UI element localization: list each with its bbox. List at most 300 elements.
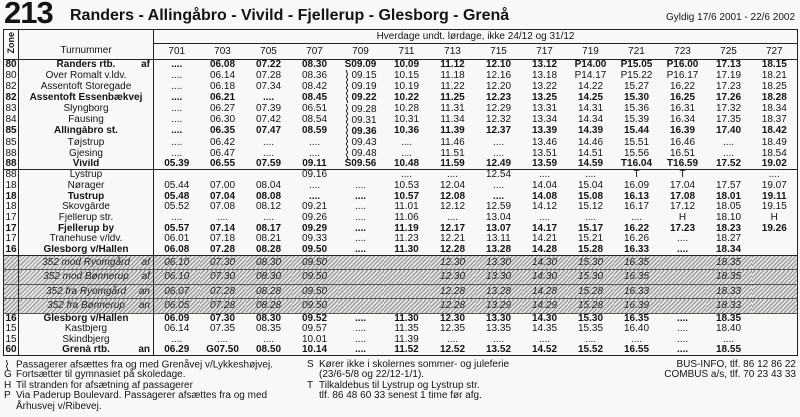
time-value: 13.12 — [531, 59, 558, 71]
time-value: 11.59 — [440, 159, 465, 170]
time-value: 13.29 — [485, 300, 512, 312]
departure-time — [292, 234, 338, 245]
departure-time — [476, 270, 522, 285]
time-value: 09.26 — [301, 212, 328, 223]
time-value: 12.12 — [439, 201, 466, 213]
time-value: 13.39 — [531, 125, 558, 137]
time-value: 10.01 — [301, 334, 328, 345]
departure-time — [338, 284, 384, 299]
time-value: 05.44 — [164, 180, 190, 191]
departure-time — [476, 223, 522, 234]
time-value: 15.30 — [623, 92, 650, 103]
footnote-text: Fortsætter til gymnasiet på skoledage. — [16, 369, 186, 381]
departure-time — [292, 115, 338, 126]
timetable-row — [4, 213, 798, 224]
departure-time — [476, 334, 522, 345]
departure-time — [660, 81, 706, 92]
departure-time — [384, 126, 430, 137]
time-value: 12.35 — [439, 323, 466, 335]
departure-time — [614, 202, 660, 213]
departure-time — [430, 181, 476, 192]
time-value: 08.28 — [255, 285, 282, 297]
route-title: Randers - Allingåbro - Vivild - Fjellerup - Glesborg - Grenå — [70, 7, 510, 24]
departure-time — [338, 299, 384, 314]
time-value: 06.09 — [164, 313, 190, 324]
stop-name: Randers rtb. — [56, 59, 116, 71]
trip-number: 703 — [200, 44, 246, 60]
departure-time — [200, 223, 246, 234]
departure-time — [384, 213, 430, 224]
departure-time — [476, 159, 522, 170]
time-value: 14.12 — [531, 201, 558, 213]
time-value: .... — [354, 223, 367, 234]
departure-time — [706, 104, 752, 115]
time-value: .... — [216, 212, 229, 223]
departure-time — [660, 223, 706, 234]
direction-label: an — [138, 300, 150, 312]
time-value: 19.02 — [761, 159, 787, 170]
trip-number: 717 — [522, 44, 568, 60]
departure-time — [200, 234, 246, 245]
time-value: .... — [171, 103, 183, 115]
zone-number — [4, 299, 19, 314]
departure-time — [338, 126, 384, 137]
time-value: .... — [262, 92, 275, 103]
departure-time — [246, 148, 292, 159]
timetable-row — [4, 284, 798, 299]
departure-time — [476, 313, 522, 324]
departure-time — [522, 60, 568, 71]
time-value: .... — [676, 344, 689, 355]
time-value: .... — [400, 136, 413, 148]
departure-time — [154, 126, 200, 137]
time-value: T — [679, 169, 686, 181]
departure-time — [200, 255, 246, 270]
direction-label: an — [138, 344, 150, 355]
timetable-row — [4, 345, 798, 356]
departure-time — [476, 137, 522, 148]
departure-time — [522, 104, 568, 115]
departure-time — [384, 115, 430, 126]
time-value: 14.17 — [531, 223, 558, 234]
departure-time — [384, 60, 430, 71]
time-value: .... — [308, 191, 321, 202]
time-value: 18.27 — [715, 233, 742, 245]
departure-time — [706, 170, 752, 181]
time-value: .... — [262, 212, 275, 223]
time-value: 13.34 — [531, 114, 558, 126]
timetable-row — [4, 148, 798, 159]
time-value: 12.16 — [485, 70, 512, 81]
departure-time — [706, 115, 752, 126]
time-value: 15.44 — [623, 125, 650, 137]
time-value: 12.28 — [439, 244, 466, 255]
time-value: 11.06 — [394, 212, 419, 223]
stop-cell — [19, 284, 154, 299]
time-value: 19.07 — [761, 180, 787, 191]
time-value: .... — [354, 344, 367, 355]
departure-time — [522, 181, 568, 192]
time-value: 19.15 — [761, 201, 787, 213]
departure-time — [660, 191, 706, 202]
time-value: 16.35 — [623, 271, 650, 283]
time-value: 11.46 — [440, 136, 465, 148]
zone-number: 88 — [5, 169, 17, 181]
time-value: 11.01 — [394, 201, 419, 213]
trip-number-label: Turnummer — [19, 44, 154, 60]
departure-time — [246, 126, 292, 137]
time-value: 12.30 — [439, 313, 466, 324]
departure-time — [292, 284, 338, 299]
wavy-line-icon — [344, 81, 350, 92]
time-value: 18.25 — [761, 81, 787, 92]
time-value: 16.09 — [623, 180, 650, 191]
time-value: .... — [676, 313, 689, 324]
time-value: 15.12 — [577, 201, 604, 213]
time-value: 08.30 — [255, 313, 282, 324]
time-value: 08.21 — [255, 233, 282, 245]
timetable-row — [4, 181, 798, 192]
time-value: 18.35 — [715, 271, 742, 283]
departure-time — [614, 70, 660, 81]
departure-time — [660, 148, 706, 159]
departure-time — [706, 324, 752, 335]
departure-time — [384, 234, 430, 245]
timetable-row — [4, 126, 798, 137]
departure-time — [384, 170, 430, 181]
footnote-text: Til stranden for afsætning af passagerer — [16, 379, 193, 391]
departure-time — [200, 345, 246, 356]
time-value: 09.43 — [351, 137, 377, 149]
time-value: 12.21 — [439, 233, 466, 245]
time-value: 18.35 — [715, 256, 742, 268]
departure-time — [476, 126, 522, 137]
time-value: 17.12 — [669, 201, 696, 213]
departure-time — [292, 245, 338, 256]
zone-number: 82 — [5, 81, 17, 92]
time-value: 13.22 — [531, 81, 558, 92]
time-value: 08.59 — [301, 125, 328, 137]
time-value: 12.28 — [439, 285, 466, 297]
time-value: 11.34 — [440, 114, 465, 126]
departure-time — [614, 255, 660, 270]
departure-time — [338, 270, 384, 285]
departure-time — [660, 202, 706, 213]
departure-time — [154, 202, 200, 213]
departure-time — [476, 81, 522, 92]
time-value: 14.31 — [577, 103, 604, 115]
time-value: 10.36 — [393, 125, 420, 137]
zone-number: 80 — [5, 70, 17, 81]
departure-time — [522, 202, 568, 213]
time-value: 13.25 — [531, 92, 558, 103]
time-value: 18.35 — [715, 313, 742, 324]
departure-time — [614, 181, 660, 192]
time-value: 12.23 — [485, 92, 512, 103]
zone-number: 17 — [5, 233, 17, 245]
trip-number: 709 — [338, 44, 384, 60]
time-value: H — [678, 212, 687, 223]
stop-cell — [19, 70, 154, 81]
departure-time — [660, 234, 706, 245]
departure-time — [568, 191, 614, 202]
time-value: 07.59 — [255, 159, 282, 170]
direction-label: af — [141, 59, 150, 71]
departure-time — [752, 137, 798, 148]
time-value: 18.40 — [715, 323, 742, 335]
timetable-row — [4, 334, 798, 345]
departure-time — [568, 126, 614, 137]
departure-time — [752, 202, 798, 213]
departure-time — [292, 345, 338, 356]
footnotes — [4, 360, 796, 416]
time-value: .... — [492, 180, 505, 191]
departure-time — [246, 284, 292, 299]
departure-time — [568, 115, 614, 126]
time-value: 07.34 — [255, 81, 282, 92]
departure-time — [568, 234, 614, 245]
time-value: 11.31 — [440, 103, 465, 115]
departure-time — [568, 313, 614, 324]
zone-number: 16 — [5, 244, 17, 255]
time-value: 05.39 — [164, 159, 190, 170]
departure-time — [430, 345, 476, 356]
time-value: 14.25 — [577, 92, 604, 103]
departure-time — [384, 70, 430, 81]
departure-time — [384, 148, 430, 159]
time-value: 06.05 — [164, 300, 190, 312]
stop-name: Nørager — [67, 180, 105, 191]
departure-time — [568, 81, 614, 92]
time-value: 15.17 — [577, 223, 604, 234]
departure-time — [384, 324, 430, 335]
time-value: .... — [492, 136, 505, 148]
departure-time — [614, 223, 660, 234]
time-value: .... — [722, 136, 735, 148]
departure-time — [338, 234, 384, 245]
departure-time — [430, 148, 476, 159]
departure-time — [660, 245, 706, 256]
time-value: 09.31 — [351, 114, 377, 126]
wavy-line-icon — [344, 126, 350, 137]
time-value: 08.35 — [255, 323, 282, 335]
timetable-row — [4, 115, 798, 126]
departure-time — [522, 299, 568, 314]
stop-cell — [19, 104, 154, 115]
time-value: 17.35 — [715, 114, 742, 126]
time-value: 07.14 — [209, 223, 236, 234]
time-value: .... — [538, 212, 551, 223]
time-value: .... — [171, 70, 183, 81]
time-value: 12.59 — [485, 201, 512, 213]
departure-time — [614, 126, 660, 137]
time-value: 08.08 — [255, 191, 282, 202]
departure-time — [246, 159, 292, 170]
zone-number — [4, 284, 19, 299]
time-value: 16.35 — [623, 256, 650, 268]
time-value: .... — [354, 334, 367, 345]
departure-time — [154, 70, 200, 81]
time-value: 06.51 — [301, 103, 328, 115]
departure-time — [384, 191, 430, 202]
time-value: 08.54 — [301, 114, 328, 126]
departure-time — [154, 213, 200, 224]
trip-number: 711 — [384, 44, 430, 60]
departure-time — [476, 234, 522, 245]
timetable-row — [4, 81, 798, 92]
departure-time — [614, 170, 660, 181]
departure-time — [292, 181, 338, 192]
service-days-label: Hverdage undt. lørdage, ikke 24/12 og 31/12 — [154, 30, 798, 44]
departure-time — [246, 313, 292, 324]
time-value: 07.00 — [209, 180, 236, 191]
departure-time — [338, 81, 384, 92]
time-value: 11.19 — [394, 223, 419, 234]
departure-time — [568, 334, 614, 345]
departure-time — [200, 137, 246, 148]
time-value: 13.18 — [531, 70, 558, 81]
departure-time — [338, 170, 384, 181]
departure-time — [568, 181, 614, 192]
stop-name: Skovgårde — [62, 201, 110, 213]
departure-time — [522, 324, 568, 335]
time-value: 13.51 — [531, 148, 558, 159]
time-value: .... — [262, 334, 275, 345]
departure-time — [154, 234, 200, 245]
departure-time — [200, 126, 246, 137]
departure-time — [660, 104, 706, 115]
departure-time — [522, 159, 568, 170]
stop-cell — [19, 255, 154, 270]
departure-time — [568, 202, 614, 213]
footnote-text: tlf. 86 48 60 33 senest 1 time før afg. — [319, 390, 482, 402]
time-value: 10.57 — [393, 191, 420, 202]
departure-time — [200, 70, 246, 81]
time-value: 15.35 — [577, 323, 604, 335]
timetable-row — [4, 191, 798, 202]
timetable-section-final — [4, 313, 798, 355]
time-value: 07.35 — [209, 323, 236, 335]
departure-time — [752, 181, 798, 192]
contact-info — [664, 360, 796, 381]
wavy-line-icon — [344, 137, 350, 148]
departure-time — [246, 137, 292, 148]
time-value: 16.55 — [623, 344, 650, 355]
stop-cell — [19, 299, 154, 314]
time-value: 14.08 — [531, 191, 558, 202]
departure-time — [384, 334, 430, 345]
time-value: .... — [171, 212, 183, 223]
time-value: .... — [308, 136, 321, 148]
time-value: .... — [171, 136, 183, 148]
departure-time — [614, 137, 660, 148]
departure-time — [200, 92, 246, 103]
stop-name: Assentoft Storegade — [40, 81, 132, 92]
time-value: 09.33 — [301, 233, 328, 245]
time-value: 15.56 — [623, 148, 650, 159]
departure-time — [706, 126, 752, 137]
footnote-symbol: H — [4, 379, 12, 391]
timetable-row — [4, 245, 798, 256]
departure-time — [568, 159, 614, 170]
departure-time — [338, 223, 384, 234]
time-value: T16.04 — [620, 159, 653, 170]
time-value: 18.15 — [761, 59, 787, 71]
departure-time — [752, 324, 798, 335]
departure-time — [430, 191, 476, 202]
zone-number: 85 — [5, 136, 17, 148]
stop-name: Grenå rtb. — [62, 344, 110, 355]
departure-time — [154, 270, 200, 285]
departure-time — [338, 60, 384, 71]
time-value: 06.47 — [209, 148, 236, 159]
time-value: 06.08 — [209, 59, 236, 71]
departure-time — [292, 92, 338, 103]
departure-time — [246, 70, 292, 81]
time-value: 09.29 — [301, 223, 328, 234]
time-value: 15.27 — [623, 81, 650, 92]
departure-time — [476, 181, 522, 192]
time-value: 06.01 — [164, 233, 190, 245]
departure-time — [154, 115, 200, 126]
time-value: 10.19 — [393, 81, 420, 92]
time-value: 07.30 — [209, 313, 236, 324]
footnote-text: Århusvej v/Ribevej. — [16, 400, 102, 412]
time-value: 17.52 — [715, 159, 742, 170]
stop-cell — [19, 313, 154, 324]
departure-time — [246, 223, 292, 234]
timetable-row — [4, 299, 798, 314]
timetable-section-lower — [4, 170, 798, 256]
direction-label: af — [141, 256, 150, 268]
time-value: 18.05 — [715, 201, 742, 213]
stop-cell — [19, 115, 154, 126]
departure-time — [476, 191, 522, 202]
departure-time — [292, 159, 338, 170]
departure-time — [706, 284, 752, 299]
time-value: 07.28 — [209, 300, 236, 312]
time-value: .... — [171, 59, 183, 71]
departure-time — [338, 137, 384, 148]
time-value: 15.28 — [577, 285, 604, 297]
time-value: .... — [676, 323, 689, 335]
departure-time — [430, 170, 476, 181]
zone-number: 16 — [5, 313, 17, 324]
time-value: .... — [354, 180, 367, 191]
departure-time — [384, 92, 430, 103]
departure-time — [430, 270, 476, 285]
departure-time — [614, 92, 660, 103]
zone-number: 60 — [5, 344, 17, 355]
departure-time — [200, 245, 246, 256]
time-value: 13.59 — [531, 159, 558, 170]
departure-time — [660, 70, 706, 81]
time-value: 17.23 — [715, 81, 742, 92]
departure-time — [246, 324, 292, 335]
departure-time — [522, 255, 568, 270]
departure-time — [338, 181, 384, 192]
departure-time — [200, 284, 246, 299]
stop-cell — [19, 324, 154, 335]
wavy-line-icon — [344, 70, 350, 81]
departure-time — [706, 191, 752, 202]
departure-time — [338, 334, 384, 345]
time-value: .... — [171, 334, 183, 345]
time-value: 17.08 — [669, 191, 696, 202]
footnote-symbol: G — [4, 369, 12, 381]
departure-time — [292, 170, 338, 181]
time-value: 13.30 — [485, 271, 512, 283]
